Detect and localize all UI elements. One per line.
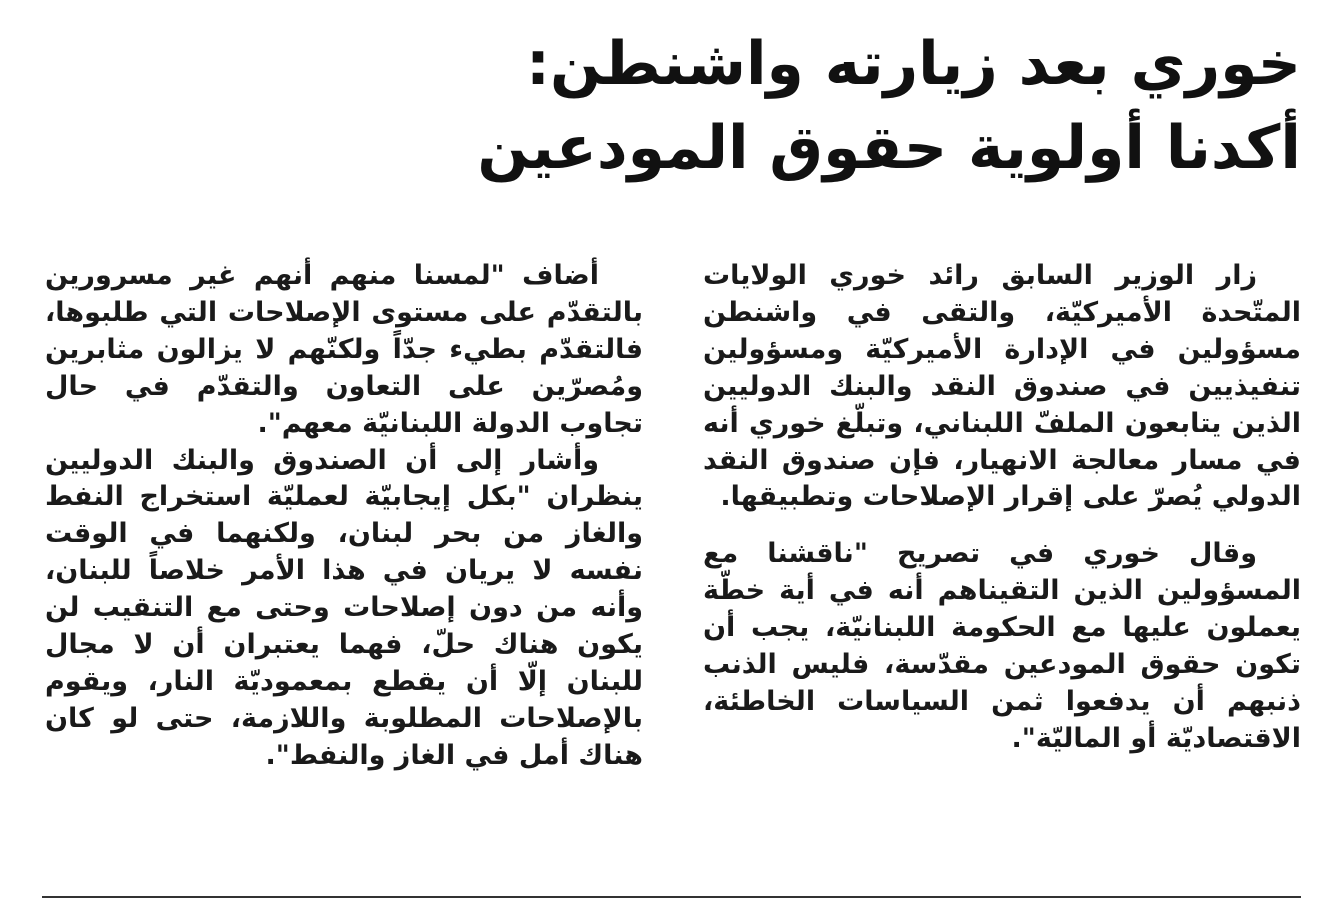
paragraph-statement: وقال خوري في تصريح "ناقشنا مع المسؤولين الذين التقيناهم أنه في أية خطّة يعملون عليها مع الحكومة اللبنانيّة، يجب أن تكون حقوق المودعين مقدّسة، فليس الذنب ذنبهم أن يدفعوا ثمن السياسات الخاطئة، الاقتصاديّة أو الماليّة". (703, 538, 1301, 754)
paragraph-visit: زار الوزير السابق رائد خوري الولايات المتّحدة الأميركيّة، والتقى في واشنطن مسؤولين في الإدارة الأميركيّة ومسؤولين تنفيذيين في صندوق النقد والبنك الدوليين الذين يتابعون الملفّ اللبناني، وتبلّغ خوري أنه في مسار معالجة الانهيار، فإن صندوق النقد الدولي يُصرّ على إقرار الإصلاحات وتطبيقها. (703, 260, 1301, 513)
article-column-right (703, 258, 1301, 758)
headline-line-1: خوري بعد زيارته واشنطن: (526, 29, 1301, 99)
paragraph-progress: أضاف "لمسنا منهم أنهم غير مسرورين بالتقدّم على مستوى الإصلاحات التي طلبوها، فالتقدّم بطيء جدّاً ولكنّهم لا يزالون مثابرين ومُصرّين على التعاون والتقدّم في حال تجاوب الدولة اللبنانيّة معهم". (45, 260, 643, 439)
paragraph-oil-gas: وأشار إلى أن الصندوق والبنك الدوليين ينظران "بكل إيجابيّة لعمليّة استخراج النفط والغاز من بحر لبنان، ولكنهما في الوقت نفسه لا يريان في هذا الأمر خلاصاً للبنان، وأنه من دون إصلاحات وحتى مع التنقيب لن يكون هناك حلّ، فهما يعتبران أن لا مجال للبنان إلّا أن يقطع بمعموديّة النار، ويقوم بالإصلاحات المطلوبة واللازمة، حتى لو كان هناك أمل في الغاز والنفط". (45, 444, 643, 771)
bottom-divider (42, 896, 1301, 898)
headline-line-2: أكدنا أولوية حقوق المودعين (477, 113, 1301, 183)
article-column-left (45, 258, 643, 775)
article-headline (301, 22, 1301, 190)
